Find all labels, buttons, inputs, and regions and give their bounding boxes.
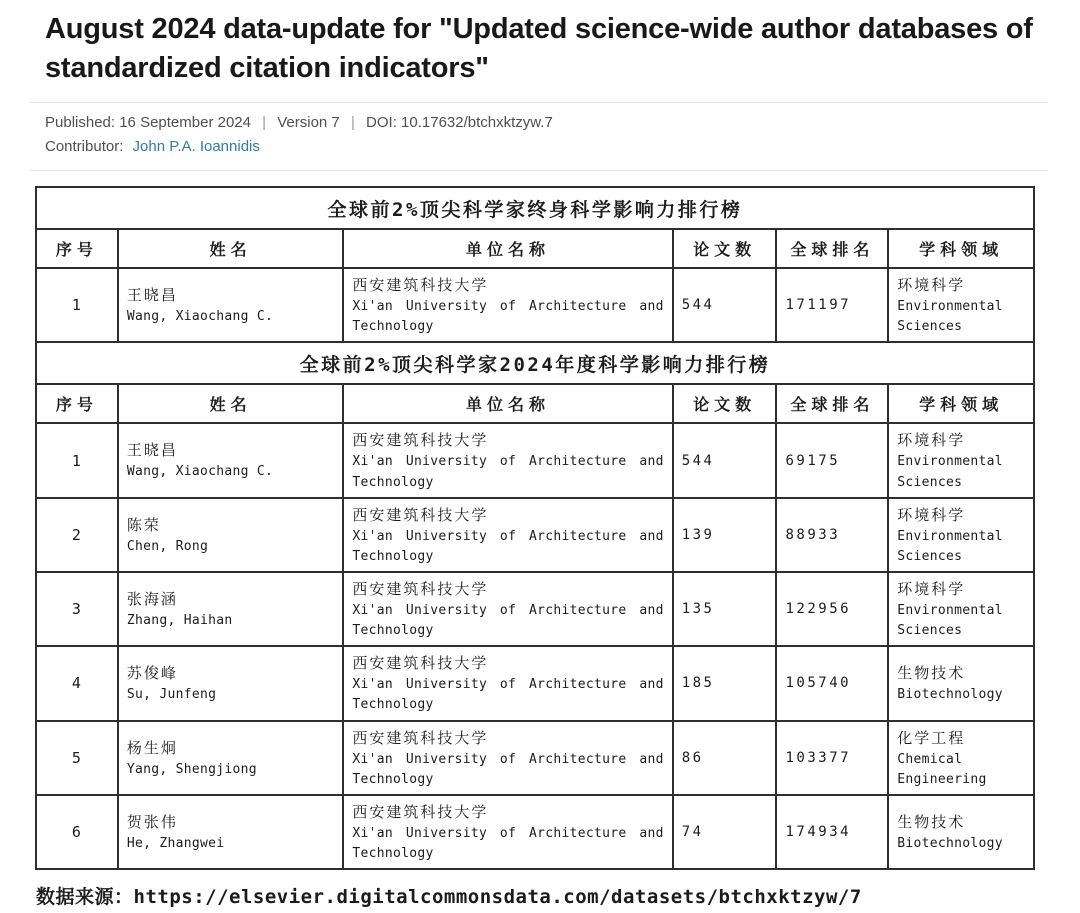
version-label: Version 7	[277, 114, 340, 132]
author-name-en: Wang, Xiaochang C.	[126, 464, 274, 480]
institution-en: Xi'an University of Architecture and Technology	[352, 528, 664, 564]
global-rank-cell: 88933	[776, 498, 888, 572]
author-name-cell	[118, 646, 344, 720]
col-header-institution: 单位名称	[343, 384, 672, 423]
paper-count-cell: 185	[673, 646, 777, 720]
col-header-field: 学科领域	[888, 229, 1034, 268]
author-name-zh: 贺张伟	[126, 812, 178, 831]
table-row	[36, 795, 1034, 869]
data-source: 数据来源：https://elsevier.digitalcommonsdata.com/datasets/btchxktzyw/7	[36, 886, 862, 909]
col-header-index: 序号	[36, 384, 118, 423]
field-en: Biotechnology	[897, 835, 1003, 851]
author-name-zh: 杨生炯	[126, 738, 178, 757]
author-name-cell	[118, 721, 344, 795]
institution-zh: 西安建筑科技大学	[352, 276, 489, 295]
institution-en: Xi'an University of Architecture and Technology	[352, 677, 664, 713]
contributor-label: Contributor:	[45, 138, 124, 156]
field-zh: 环境科学	[897, 505, 966, 524]
author-name-cell	[118, 423, 344, 497]
field-en: Chemical Engineering	[897, 751, 987, 787]
field-en: Environmental Sciences	[897, 602, 1003, 639]
paper-count-cell: 139	[673, 498, 777, 572]
contributor-info	[45, 138, 1035, 155]
row-index: 1	[36, 423, 118, 497]
author-name-en: Chen, Rong	[126, 538, 209, 554]
field-zh: 生物技术	[897, 812, 966, 831]
table-row	[36, 268, 1034, 342]
table-row	[36, 646, 1034, 720]
field-en: Biotechnology	[897, 687, 1003, 703]
table-title-row	[36, 342, 1034, 384]
paper-count-cell: 544	[673, 423, 777, 497]
row-index: 1	[36, 268, 118, 342]
row-index: 6	[36, 795, 118, 869]
table-row	[36, 572, 1034, 646]
field-cell	[888, 498, 1034, 572]
doi-label: DOI: 10.17632/btchxktzyw.7	[366, 114, 553, 132]
paper-count-cell: 544	[673, 268, 777, 342]
author-name-en: He, Zhangwei	[126, 835, 225, 851]
row-index: 5	[36, 721, 118, 795]
institution-cell	[343, 423, 672, 497]
institution-cell	[343, 795, 672, 869]
author-name-en: Zhang, Haihan	[126, 613, 233, 629]
institution-zh: 西安建筑科技大学	[352, 728, 489, 747]
table-header-row	[36, 229, 1034, 268]
institution-cell	[343, 268, 672, 342]
header-divider-bottom	[30, 170, 1048, 171]
global-rank-cell: 69175	[776, 423, 888, 497]
published-date: Published: 16 September 2024	[45, 114, 251, 132]
table-title-row	[36, 187, 1034, 229]
field-zh: 环境科学	[897, 579, 966, 598]
field-en: Environmental Sciences	[897, 528, 1003, 564]
author-name-cell	[118, 268, 344, 342]
institution-en: Xi'an University of Architecture and Technology	[352, 454, 664, 490]
institution-zh: 西安建筑科技大学	[352, 505, 489, 524]
author-name-cell	[118, 795, 344, 869]
field-cell	[888, 572, 1034, 646]
publish-info	[45, 114, 1035, 131]
table-row	[36, 498, 1034, 572]
institution-en: Xi'an University of Architecture and Technology	[352, 602, 664, 639]
field-cell	[888, 646, 1034, 720]
col-header-field: 学科领域	[888, 384, 1034, 423]
page-title: August 2024 data-update for "Updated science-wide author databases of standardized citation indicators"	[45, 13, 1033, 84]
field-en: Environmental Sciences	[897, 454, 1003, 490]
col-header-global-rank: 全球排名	[776, 229, 888, 268]
field-zh: 化学工程	[897, 728, 966, 747]
author-name-en: Su, Junfeng	[126, 687, 217, 703]
col-header-global-rank: 全球排名	[776, 384, 888, 423]
header-divider-top	[30, 102, 1048, 103]
meta-separator: |	[262, 114, 267, 132]
author-name-en: Yang, Shengjiong	[126, 761, 257, 777]
field-en: Environmental Sciences	[897, 299, 1003, 335]
col-header-index: 序号	[36, 229, 118, 268]
institution-zh: 西安建筑科技大学	[352, 579, 489, 598]
author-name-zh: 陈荣	[126, 515, 161, 534]
institution-cell	[343, 498, 672, 572]
field-cell	[888, 268, 1034, 342]
institution-en: Xi'an University of Architecture and Technology	[352, 299, 664, 335]
author-name-zh: 苏俊峰	[126, 664, 178, 683]
field-cell	[888, 795, 1034, 869]
table-row	[36, 423, 1034, 497]
paper-count-cell: 74	[673, 795, 777, 869]
field-zh: 环境科学	[897, 431, 966, 450]
institution-zh: 西安建筑科技大学	[352, 802, 489, 821]
institution-zh: 西安建筑科技大学	[352, 654, 489, 673]
row-index: 4	[36, 646, 118, 720]
global-rank-cell: 122956	[776, 572, 888, 646]
global-rank-cell: 103377	[776, 721, 888, 795]
institution-en: Xi'an University of Architecture and Technology	[352, 825, 664, 861]
field-zh: 环境科学	[897, 276, 966, 295]
institution-cell	[343, 646, 672, 720]
field-cell	[888, 423, 1034, 497]
global-rank-cell: 171197	[776, 268, 888, 342]
col-header-institution: 单位名称	[343, 229, 672, 268]
col-header-name: 姓名	[118, 229, 344, 268]
author-name-en: Wang, Xiaochang C.	[126, 309, 274, 325]
contributor-link[interactable]: John P.A. Ioannidis	[132, 138, 260, 156]
col-header-name: 姓名	[118, 384, 344, 423]
field-cell	[888, 721, 1034, 795]
paper-count-cell: 135	[673, 572, 777, 646]
institution-cell	[343, 572, 672, 646]
institution-cell	[343, 721, 672, 795]
table-header-row	[36, 384, 1034, 423]
author-name-cell	[118, 572, 344, 646]
page-header	[0, 0, 1080, 171]
global-rank-cell: 105740	[776, 646, 888, 720]
row-index: 2	[36, 498, 118, 572]
lifetime-impact-table	[35, 186, 1035, 343]
author-name-zh: 王晓昌	[126, 441, 178, 460]
col-header-papers: 论文数	[673, 384, 777, 423]
ranking-tables	[35, 186, 1035, 870]
table-title: 全球前2%顶尖科学家终身科学影响力排行榜	[36, 187, 1034, 229]
table-title: 全球前2%顶尖科学家2024年度科学影响力排行榜	[36, 342, 1034, 384]
field-zh: 生物技术	[897, 664, 966, 683]
institution-en: Xi'an University of Architecture and Technology	[352, 751, 664, 787]
annual-2024-impact-table	[35, 341, 1035, 870]
paper-count-cell: 86	[673, 721, 777, 795]
author-name-zh: 张海涵	[126, 590, 178, 609]
row-index: 3	[36, 572, 118, 646]
table-row	[36, 721, 1034, 795]
meta-separator: |	[350, 114, 355, 132]
author-name-zh: 王晓昌	[126, 286, 178, 305]
author-name-cell	[118, 498, 344, 572]
institution-zh: 西安建筑科技大学	[352, 431, 489, 450]
col-header-papers: 论文数	[673, 229, 777, 268]
global-rank-cell: 174934	[776, 795, 888, 869]
